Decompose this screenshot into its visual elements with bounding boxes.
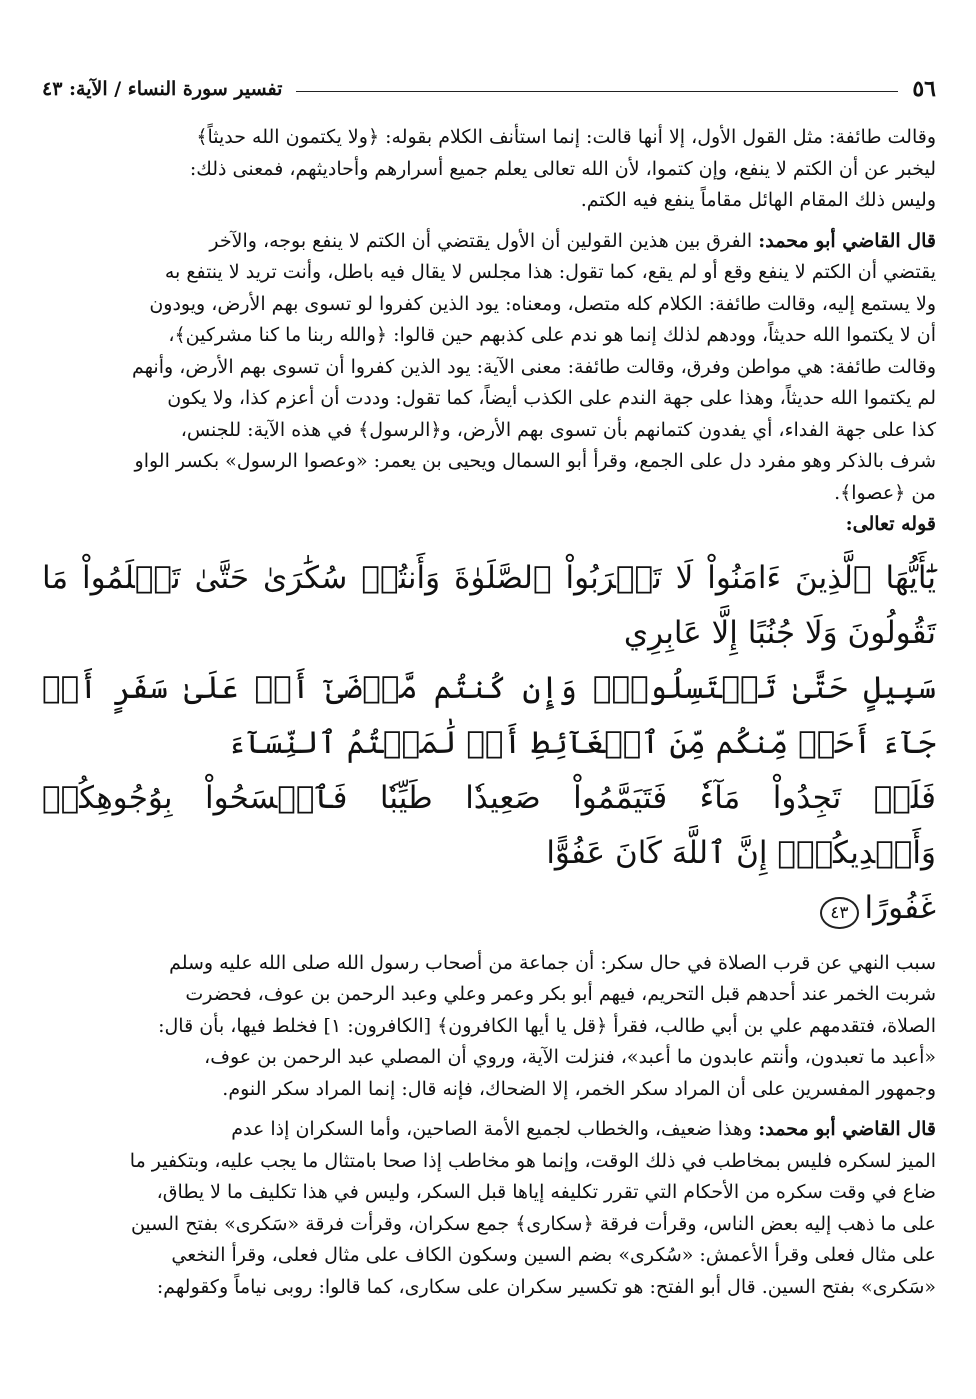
text-line: يقتضي أن الكتم لا ينفع وقع أو لم يقع، كما تقول: هذا مجلس لا يقال فيه باطل، وأنت تريد لا ينتفع به — [164, 261, 936, 283]
text-line: «أعبد ما تعبدون، وأنتم عابدون ما أعبد»، فنزلت الآية، وروي أن المصلي عبد الرحمن بن عوف، — [204, 1046, 936, 1068]
paragraph-4 — [42, 1114, 936, 1303]
header-rule — [296, 91, 898, 92]
author-label: قال القاضي أبو محمد: — [758, 1118, 936, 1140]
text-line: ولا يستمع إليه، وقالت طائفة: الكلام كله متصل، ومعناه: يود الذين كفروا لو تسوى بهم الأرض، ويودون — [149, 292, 936, 315]
text-line: على مثال فعلى وقرأ الأعمش: «سُكرى» بضم السين وسكون الكاف على مثال فعلى، وقرأ النخعي — [171, 1244, 936, 1266]
verse-word: غَفُورًا — [864, 889, 936, 926]
verse-line — [42, 881, 936, 936]
verse-intro: قوله تعالى: — [845, 513, 936, 535]
text-line: وجمهور المفسرين على أن المراد سكر الخمر، إلا الضحاك، فإنه قال: إنما المراد سكر النوم. — [222, 1077, 936, 1100]
paragraph-3 — [42, 948, 936, 1106]
running-title: تفسير سورة النساء / الآية: ٤٣ — [42, 78, 283, 100]
text-line: الميز لسكره فليس بمخاطب في ذلك الوقت، وإنما هو مخاطب إذا صحا بامتثال ما يجب عليه، وبتكفير ما — [129, 1149, 936, 1172]
text-line: وقالت طائفة: هي مواطن وفرق، وقالت طائفة: معنى الآية: يود الذين كفروا أن تسوى بهم الأرض، وأنهم — [132, 355, 936, 378]
text-line: ضاع في وقت سكره من الأحكام التي تقرر تكليفه إياها قبل السكر، وليس في هذا تكليف ما لا يطاق، — [156, 1181, 936, 1203]
text-line: شرف بالذكر وهو مفرد دل على الجمع، وقرأ أبو السمال ويحيى بن يعمر: «وعصوا الرسول» بكسر الواو — [134, 450, 936, 472]
text-line: وليس ذلك المقام الهائل مقاماً ينفع فيه الكتم. — [580, 189, 936, 211]
paragraph-1 — [42, 122, 936, 217]
text-line — [42, 1114, 936, 1146]
text-span: وهذا ضعيف، والخطاب لجميع الأمة الصاحين، وأما السكران إذا عدم — [231, 1118, 759, 1140]
text-line — [42, 226, 936, 258]
author-label: قال القاضي أبو محمد: — [758, 229, 936, 252]
text-line: على ما ذهب إليه بعض الناس، وقرأت فرقة ﴿سكارى﴾ جمع سكران، وقرأت فرقة «سَكرى» بفتح السين — [130, 1212, 936, 1235]
text-line: من ﴿عصوا﴾. — [834, 481, 936, 504]
page-header — [42, 74, 936, 104]
text-span: الفرق بين هذين القولين أن الأول يقتضي أن الكتم لا ينفع بوجه، والآخر — [209, 229, 759, 252]
text-line: ليخبر عن أن الكتم لا ينفع، وإن كتموا، لأن الله تعالى يعلم جميع أسرارهم وأحاديثهم، فمعنى ذلك: — [189, 157, 936, 180]
text-line: كذا على جهة الفداء، أي يفدون كتمانهم بأن تسوى بهم الأرض، و﴿الرسول﴾ في هذه الآية: للجنس، — [180, 418, 936, 441]
text-line: وقالت طائفة: مثل القول الأول، إلا أنها قالت: إنما استأنف الكلام بقوله: ﴿ولا يكتمون الله حديثاً﴾ — [196, 126, 936, 148]
page-body — [42, 122, 936, 1303]
text-line: سبب النهي عن قرب الصلاة في حال سكر: أن جماعة من أصحاب رسول الله صلى الله عليه وسلم — [169, 951, 936, 974]
verse-line: فَلَمۡ تَجِدُواْ مَآءٗ فَتَيَمَّمُواْ صَعِيدٗا طَيِّبٗا فَٱمۡسَحُواْ بِوُجُوهِكُمۡ وَأَيۡدِيكُمۡۗ إِنَّ ٱللَّهَ كَانَ عَفُوًّا — [42, 779, 936, 871]
ayah-number-mark: ٤٣ — [820, 897, 858, 929]
text-line: الصلاة، فتقدمهم علي بن أبي طالب، فقرأ ﴿قل يا أيها الكافرون﴾ [الكافرون: ١] فخلط فيها، بأن قال: — [158, 1014, 936, 1037]
text-line: «سَكرى» بفتح السين. قال أبو الفتح: هو تكسير سكران على سكارى، كما قالوا: روبى نياماً وكقولهم: — [156, 1275, 936, 1298]
quran-verse — [42, 551, 936, 936]
text-line: شربت الخمر عند أحدهم قبل التحريم، فيهم أبو بكر وعمر وعلي وعبد الرحمن بن عوف، فحضرت — [185, 983, 936, 1005]
page-number: ٥٦ — [912, 76, 936, 102]
verse-line: يَٰٓأَيُّهَا ٱلَّذِينَ ءَامَنُواْ لَا تَقۡرَبُواْ ٱلصَّلَوٰةَ وَأَنتُمۡ سُكَٰرَىٰ حَتَّىٰ تَعۡلَمُواْ مَا تَقُولُونَ وَلَا جُنُبًا إِلَّا عَابِرِي — [42, 559, 936, 651]
paragraph-2 — [42, 226, 936, 510]
text-line: أن لا يكتموا الله حديثاً، وودهم لذلك إنما هو ندم على كذبهم حين قالوا: ﴿والله ربنا ما كنا مشركين﴾، — [168, 324, 936, 346]
text-line: لم يكتموا الله حديثاً، وهذا على جهة الندم على الكذب أيضاً، كما تقول: وددت أن أعزم كذا، ولا يكون — [167, 387, 936, 409]
verse-line: سَبِيلٍ حَتَّىٰ تَغۡتَسِلُواْۚ وَإِن كُنتُم مَّرۡضَىٰٓ أَوۡ عَلَىٰ سَفَرٍ أَوۡ جَآءَ أَحَدٞ مِّنكُم مِّنَ ٱلۡغَآئِطِ أَوۡ لَٰمَسۡتُمُ ٱلنِّسَآءَ — [42, 669, 936, 761]
